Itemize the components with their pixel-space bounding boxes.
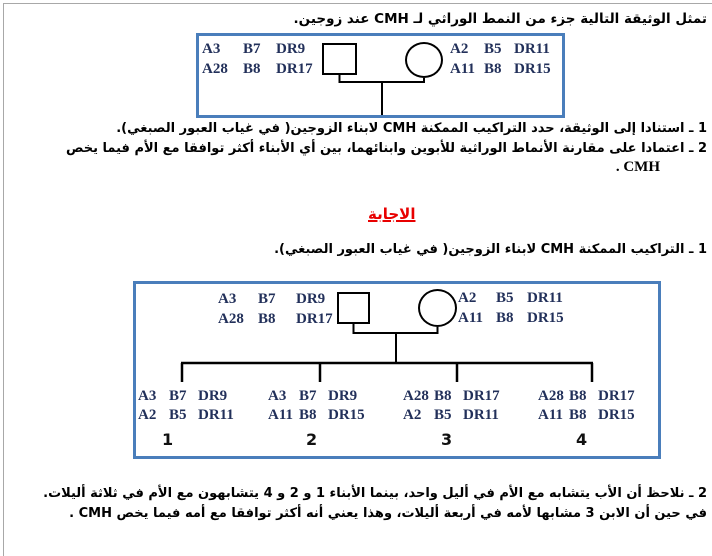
allele: DR11 xyxy=(198,407,234,423)
allele: B8 xyxy=(496,310,514,326)
answer-1-title: 1 ـ التراكيب الممكنة CMH لابناء الزوجين( في غياب العبور الصبغي). xyxy=(274,242,707,257)
allele: DR11 xyxy=(514,41,550,57)
allele: DR9 xyxy=(198,388,228,404)
allele: A11 xyxy=(450,61,476,77)
allele: B5 xyxy=(496,290,514,306)
allele: A3 xyxy=(268,388,287,404)
allele: B8 xyxy=(258,311,276,327)
allele: DR9 xyxy=(296,291,326,307)
allele: B5 xyxy=(434,407,452,423)
question-1: 1 ـ استنادا إلى الوثيقة، حدد التراكيب الممكنة CMH لابناء الزوجين( في غياب العبور الصبغي). xyxy=(116,121,707,136)
allele: A2 xyxy=(403,407,422,423)
allele: B7 xyxy=(169,388,187,404)
child-1-number: 1 xyxy=(162,430,174,449)
allele: B5 xyxy=(484,41,502,57)
pedigree-box-family xyxy=(133,281,661,459)
allele: B8 xyxy=(484,61,502,77)
child-3-number: 3 xyxy=(441,430,453,449)
allele: A2 xyxy=(450,41,469,57)
allele: B8 xyxy=(569,388,587,404)
pedigree-connector-lines xyxy=(199,36,562,115)
note-line-1: 2 ـ نلاحظ أن الأب يتشابه مع الأم في أليل واحد، بينما الأبناء 1 و 2 و 4 يتشابهون مع الأم في ثلاثة أليلات. xyxy=(43,486,707,501)
allele: A11 xyxy=(268,407,294,423)
allele: A3 xyxy=(202,41,221,57)
question-2-continuation: . CMH xyxy=(615,159,660,175)
child-group-1 xyxy=(138,385,234,424)
allele: DR9 xyxy=(328,388,358,404)
allele: DR15 xyxy=(598,407,635,423)
allele: DR15 xyxy=(328,407,365,423)
allele: DR17 xyxy=(296,311,333,327)
allele: A28 xyxy=(403,388,429,404)
question-2: 2 ـ اعتمادا على مقارنة الأنماط الوراثية للأبوين وابنائهما، بين أي الأبناء أكثر توافقا مع الأم فيما يخص xyxy=(65,141,707,156)
allele: A2 xyxy=(138,407,157,423)
allele: A3 xyxy=(138,388,157,404)
allele: DR9 xyxy=(276,41,306,57)
allele: B8 xyxy=(434,388,452,404)
pedigree-box-parents xyxy=(196,33,565,118)
child-2-number: 2 xyxy=(306,430,318,449)
allele: DR15 xyxy=(527,310,564,326)
allele: B8 xyxy=(299,407,317,423)
intro-text: تمثل الوثيقة التالية جزء من النمط الوراثي لـ CMH عند زوجين. xyxy=(293,11,707,27)
allele: B8 xyxy=(569,407,587,423)
allele: DR17 xyxy=(598,388,635,404)
allele: B7 xyxy=(258,291,276,307)
allele: DR15 xyxy=(514,61,551,77)
child-3-genotype xyxy=(403,386,500,424)
allele: DR11 xyxy=(527,290,563,306)
note-line-2: في حين أن الابن 3 مشابها لأمه في أربعة أليلات، وهذا يعني أنه أكثر توافقا مع أمه فيما يخص CMH . xyxy=(69,506,707,521)
allele: A28 xyxy=(218,311,244,327)
allele: A11 xyxy=(458,310,484,326)
child-group-2 xyxy=(268,385,365,424)
child-group-4 xyxy=(538,385,635,424)
child-group-3 xyxy=(403,385,500,424)
allele: A2 xyxy=(458,290,477,306)
allele: DR17 xyxy=(276,61,313,77)
allele: B7 xyxy=(243,41,261,57)
child-4-genotype xyxy=(538,386,635,424)
allele: A28 xyxy=(538,388,564,404)
allele: DR17 xyxy=(463,388,500,404)
answer-heading: الاجابة xyxy=(368,205,416,223)
allele: A3 xyxy=(218,291,237,307)
child-4-number: 4 xyxy=(576,430,588,449)
allele: A28 xyxy=(202,61,228,77)
allele: A11 xyxy=(538,407,564,423)
child-2-genotype xyxy=(268,386,365,424)
allele: B7 xyxy=(299,388,317,404)
child-1-genotype xyxy=(138,386,234,424)
allele: B5 xyxy=(169,407,187,423)
allele: DR11 xyxy=(463,407,499,423)
allele: B8 xyxy=(243,61,261,77)
